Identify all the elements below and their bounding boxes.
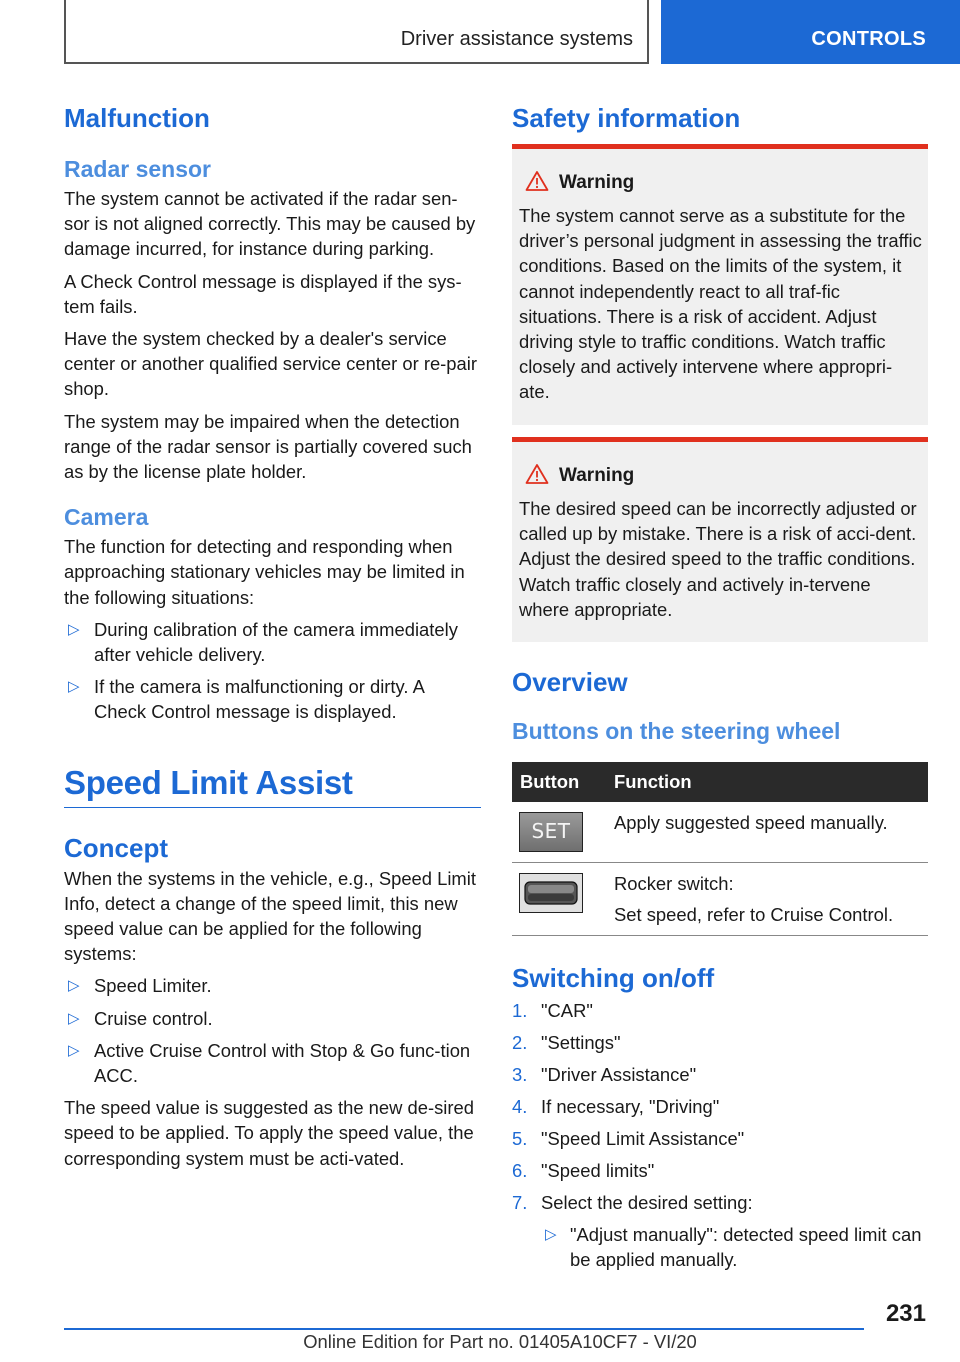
- warning-label: Warning: [519, 171, 922, 195]
- triangle-bullet-icon: ▷: [68, 1009, 80, 1027]
- concept-paragraph-1: When the systems in the vehicle, e.g., Speed Limit Info, detect a change of the speed limit, this new speed value can be applied for the following systems:: [64, 867, 476, 965]
- list-item: ▷ During calibration of the camera immediately after vehicle delivery.: [68, 618, 458, 666]
- table-cell-function: Rocker switch:: [614, 873, 734, 894]
- list-item: 1. "CAR": [512, 1000, 593, 1022]
- list-item: 4. If necessary, "Driving": [512, 1096, 720, 1118]
- triangle-bullet-icon: ▷: [68, 977, 80, 995]
- warning-text-1: The system cannot serve as a substitute for the driver’s personal judgment in assessing the traffic conditions. Based on the limits of the system, it cannot independently react to all traf-fic situations. There is a risk of accident. Adjust driving style to traffic conditions. Watch traffic closely and actively intervene where appropri-ate.: [519, 205, 922, 403]
- radar-sensor-heading: Radar sensor: [64, 156, 212, 182]
- radar-paragraph-2: A Check Control message is displayed if the sys-tem fails.: [64, 270, 462, 317]
- list-item: 3. "Driver Assistance": [512, 1064, 697, 1086]
- table-cell-function: Set speed, refer to Cruise Control.: [614, 904, 894, 926]
- radar-paragraph-4: The system may be impaired when the detection range of the radar sensor is partially covered such as by the license plate holder.: [64, 410, 472, 483]
- list-item: ▷ "Adjust manually": detected speed limit can be applied manually.: [545, 1223, 922, 1270]
- header-section-label: Driver assistance systems: [400, 28, 633, 50]
- left-column: [64, 100, 481, 1178]
- camera-paragraph: The function for detecting and responding when approaching stationary vehicles may be limited in the following situations:: [64, 536, 465, 608]
- concept-heading: Concept: [64, 832, 168, 863]
- list-item: ▷ Speed Limiter.: [64, 973, 481, 998]
- rocker-switch-icon: [519, 873, 583, 913]
- warning-triangle-icon: [525, 463, 549, 485]
- buttons-steering-wheel-heading: Buttons on the steering wheel: [512, 718, 841, 744]
- page-number: 231: [885, 1300, 926, 1327]
- list-item: 6. "Speed limits": [512, 1160, 655, 1182]
- table-header-row: [512, 762, 928, 802]
- warning-text-2: The desired speed can be incorrectly adjusted or called up by mistake. There is a risk of acci-dent. Adjust the desired speed to the traffic conditions. Watch traffic closely and actively in-tervene where appropriate.: [519, 498, 917, 620]
- radar-paragraph-3: Have the system checked by a dealer's service center or another qualified service center or re-pair shop.: [64, 328, 477, 400]
- concept-paragraph-2: The speed value is suggested as the new de-sired speed to be applied. To apply the speed value, the corresponding system must be acti-vated.: [64, 1097, 474, 1169]
- buttons-table: [512, 762, 928, 936]
- column-header-function: Function: [606, 762, 928, 802]
- header-chapter-tab: [661, 0, 960, 64]
- heading-divider: [64, 807, 481, 808]
- warning-triangle-icon: [525, 170, 549, 192]
- steps-list: [512, 998, 928, 1272]
- right-column: [512, 100, 928, 1279]
- table-row: [512, 863, 928, 936]
- warning-box-1: [512, 144, 928, 425]
- radar-paragraph-1: The system cannot be activated if the radar sen-sor is not aligned correctly. This may be caused by damage incurred, for instance during parking.: [64, 188, 476, 260]
- list-item: 7. Select the desired setting: ▷ "Adjust manually": detected speed limit can be applied manually.: [512, 1190, 928, 1272]
- header-chapter-label: CONTROLS: [811, 28, 926, 50]
- list-item: 2. "Settings": [512, 1032, 621, 1054]
- switching-on-off-heading: Switching on/off: [512, 963, 715, 994]
- footer-divider: [64, 1328, 864, 1330]
- overview-heading: Overview: [512, 667, 628, 697]
- triangle-bullet-icon: ▷: [68, 678, 80, 696]
- list-item: 5. "Speed Limit Assistance": [512, 1128, 745, 1150]
- triangle-bullet-icon: ▷: [68, 620, 80, 638]
- column-header-button: Button: [512, 762, 606, 802]
- list-item: ▷ If the camera is malfunctioning or dirty. A Check Control message is displayed.: [68, 676, 424, 723]
- camera-heading: Camera: [64, 504, 149, 531]
- triangle-bullet-icon: ▷: [545, 1225, 557, 1243]
- concept-list: [64, 973, 481, 1088]
- malfunction-heading: Malfunction: [64, 103, 210, 133]
- safety-information-heading: Safety information: [512, 103, 741, 133]
- list-item: ▷ Active Cruise Control with Stop & Go func-tion ACC.: [68, 1039, 471, 1087]
- header-section-tab: [64, 0, 649, 64]
- warning-box-2: [512, 437, 928, 642]
- speed-limit-assist-heading: Speed Limit Assist: [64, 763, 353, 801]
- list-item: ▷ Cruise control.: [64, 1006, 481, 1031]
- rocker-switch-graphic: [523, 878, 579, 908]
- camera-list: [64, 617, 481, 725]
- substeps-list: [541, 1222, 928, 1272]
- set-button-icon: SET: [519, 812, 583, 852]
- table-cell-function: Apply suggested speed manually.: [614, 812, 888, 833]
- footer-edition: Online Edition for Part no. 01405A10CF7 - VI/20: [303, 1331, 697, 1352]
- triangle-bullet-icon: ▷: [68, 1041, 80, 1059]
- table-row: [512, 802, 928, 863]
- warning-label: Warning: [519, 464, 922, 488]
